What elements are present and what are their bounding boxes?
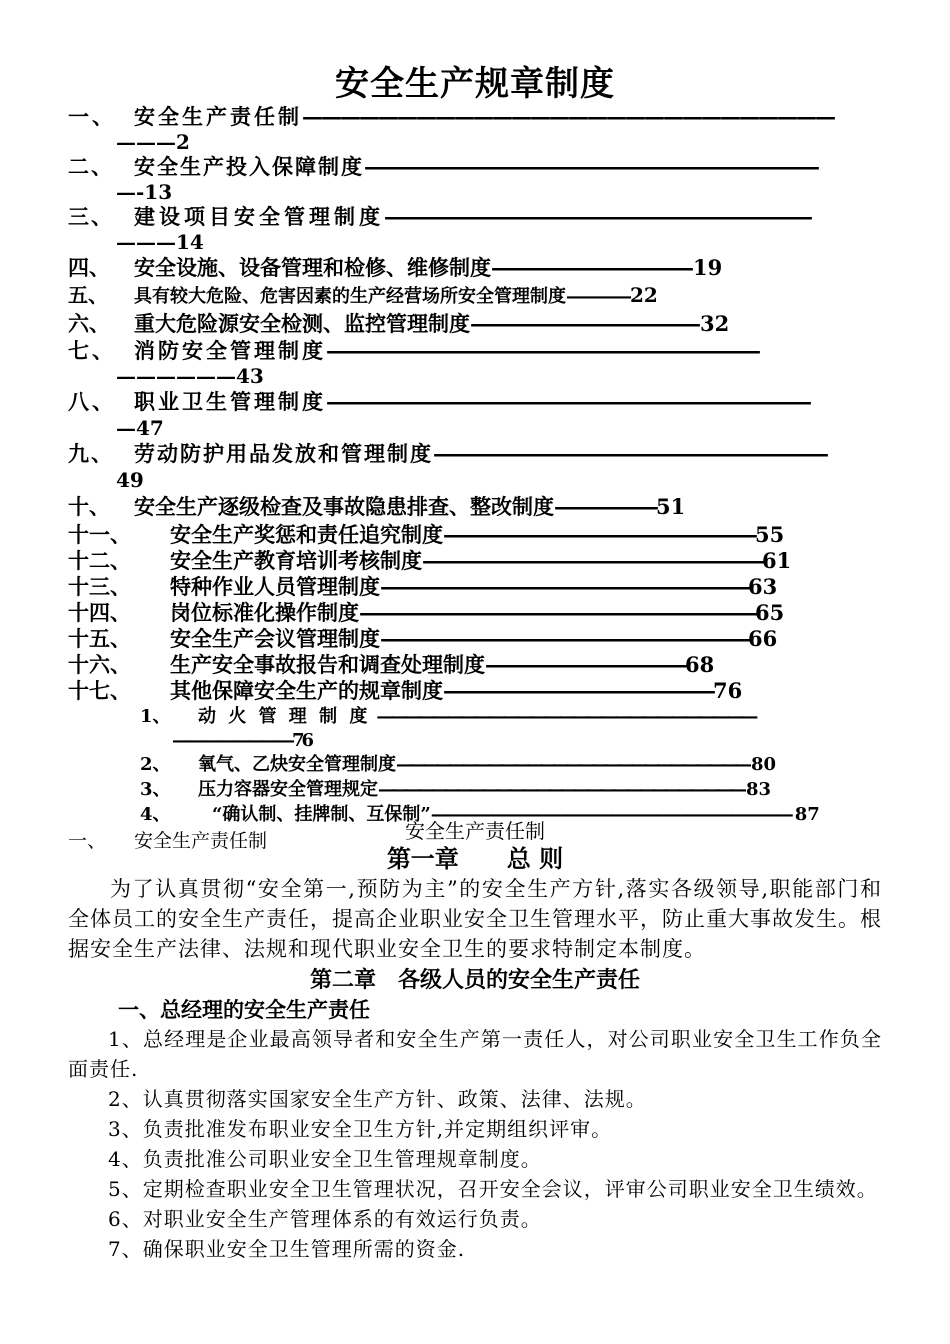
toc-number: 十、 [68,494,110,519]
toc-number: 十三、 [68,574,131,599]
toc-title: “确认制、挂牌制、互保制” [212,804,431,825]
toc-sub-entry-3[interactable] [68,778,884,802]
list-item: 5、定期检查职业安全卫生管理状况，召开安全会议，评审公司职业安全卫生绩效。 [108,1177,878,1201]
toc-page: 55 [755,522,785,547]
toc-title: 安全生产奖惩和责任追究制度 [170,522,443,547]
toc-leader: —————————————— [491,255,687,280]
section-title: 安全生产责任制 [134,830,268,852]
toc-leader: —————————————————————————— [380,574,744,599]
toc-entry-9[interactable] [68,440,884,468]
toc-continuation: —47 [116,416,164,440]
toc-leader: —————————————————————————————— [364,154,814,179]
toc-leader: ———————————————————————————— [378,779,742,800]
toc-leader: ———— [566,286,630,307]
toc-continuation: ——————43 [116,364,264,388]
toc-page: 68 [685,652,715,677]
toc-title: 消防安全管理制度 [134,338,326,363]
toc-number: 九、 [68,441,114,466]
list-item: 7、确保职业安全卫生管理所需的资金. [108,1237,466,1261]
toc-title: 安全生产投入保障制度 [134,154,364,179]
toc-number: 十四、 [68,600,131,625]
toc-title: 职业卫生管理制度 [134,389,326,414]
document-title: 安全生产规章制度 [335,64,615,104]
list-item: 1、总经理是企业最高领导者和安全生产第一责任人，对公司职业安全卫生工作负全面责任. [68,1027,882,1081]
doc-title: 安全生产责任制 [405,819,545,843]
list-item: 4、负责批准公司职业安全卫生管理规章制度。 [108,1147,542,1171]
toc-leader: —————————————— [485,652,681,677]
toc-continuation: —-13 [116,180,173,204]
toc-title: 重大危险源安全检测、监控管理制度 [134,311,470,336]
toc-entry-13[interactable] [68,574,884,600]
list-item: 3、负责批准发布职业安全卫生方针,并定期组织评审。 [108,1117,613,1141]
toc-page: 66 [748,626,778,651]
toc-title: 压力容器安全管理规定 [198,779,378,800]
chapter-2-heading: 第二章 各级人员的安全生产责任 [309,967,640,993]
toc-number: 四、 [68,255,110,280]
toc-entry-3[interactable] [68,204,884,230]
toc-page: 83 [746,779,772,800]
toc-continuation: 49 [116,468,144,492]
toc-number: 十五、 [68,626,131,651]
toc-number: 七、 [68,338,116,363]
toc-continuation: ———14 [116,230,204,254]
toc-number: 3、 [140,779,171,800]
toc-number: 五、 [68,283,108,307]
toc-sub-entry-2[interactable] [68,752,884,778]
toc-leader: ———————————————— [470,311,694,336]
toc-title: 建设项目安全管理制度 [134,204,384,229]
toc-continuation: ———2 [116,130,190,154]
toc-title: 安全生产责任制 [134,104,302,129]
toc-title: 生产安全事故报告和调查处理制度 [170,652,485,677]
toc-number: 十一、 [68,522,131,547]
toc-leader: —————————————————————— [443,522,751,547]
toc-leader: ———————————————————————————— [302,104,834,129]
toc-page: 22 [630,283,658,307]
toc-entry-17[interactable] [68,678,884,704]
document-body [68,818,882,1264]
toc-number: 一、 [68,104,116,129]
toc-entry-14[interactable] [68,600,884,626]
toc-leader: ——————————————————————————— [376,706,755,727]
toc-entry-5[interactable] [68,282,884,310]
toc-number: 十二、 [68,548,131,573]
toc-entry-10[interactable] [68,492,884,522]
toc-leader: ———————————————————————— [430,804,791,825]
list-item: 2、认真贯彻落实国家安全生产方针、政策、法律、法规。 [108,1087,647,1111]
toc-title: 安全生产教育培训考核制度 [170,548,422,573]
toc-title: 安全设施、设备管理和检修、维修制度 [134,255,491,280]
toc-number: 4、 [140,804,171,825]
toc-page: 87 [794,804,820,825]
toc-entry-15[interactable] [68,626,884,652]
toc-page: 63 [748,574,778,599]
toc-page: 51 [656,494,686,519]
toc-title: 劳动防护用品发放和管理制度 [134,441,433,466]
toc-entry-7[interactable] [68,338,884,364]
toc-page: 65 [755,600,785,625]
subsection-heading: 一、总经理的安全生产责任 [118,997,370,1022]
toc-page: 76 [713,678,743,703]
toc-title: 具有较大危险、危害因素的生产经营场所安全管理制度 [134,286,566,307]
toc-number: 十六、 [68,652,131,677]
toc-number: 十七、 [68,678,131,703]
toc-page: 80 [751,754,777,775]
toc-entry-4[interactable] [68,254,884,282]
toc-number: 1、 [140,706,171,727]
toc-title: 其他保障安全生产的规章制度 [170,678,443,703]
toc-leader: ———————————————————————— [326,338,758,363]
toc-title: 氧气、乙炔安全管理制度 [198,754,396,775]
toc-continuation: ————————76 [172,730,312,751]
toc-leader: ——————— [554,494,652,519]
toc-entry-8[interactable] [68,388,884,416]
toc-sub-entry-1[interactable] [68,704,884,730]
toc-page: 61 [762,548,792,573]
toc-number: 六、 [68,311,110,336]
toc-entry-2[interactable] [68,154,884,180]
toc-number: 八、 [68,389,116,414]
toc-number: 三、 [68,204,114,229]
toc-entry-11[interactable] [68,522,884,548]
toc-leader: ———————————————————————————— [359,600,751,625]
toc-title: 安全生产会议管理制度 [170,626,380,651]
toc-title: 动 火 管 理 制 度 [198,706,371,727]
section-number: 一、 [68,830,107,852]
list-item: 6、对职业安全生产管理体系的有效运行负责。 [108,1207,542,1231]
toc-entry-6[interactable] [68,310,884,338]
toc-leader: ———————————————————————— [422,548,758,573]
toc-number: 2、 [140,754,171,775]
toc-title: 特种作业人员管理制度 [170,574,380,599]
toc-entry-1[interactable] [68,104,884,130]
toc-leader: ——————————————————————————— [396,754,747,775]
toc-leader: ————————————————————————— [384,204,809,229]
toc-entry-12[interactable] [68,548,884,574]
toc-entry-16[interactable] [68,652,884,678]
toc-leader: —————————————————————————— [380,626,744,651]
toc-page: 32 [700,311,730,336]
chapter-1-paragraph: 为了认真贯彻“安全第一,预防为主”的安全生产方针,落实各级领导,职能部门和全体员工的安全生产责任，提高企业职业安全卫生管理水平，防止重大事故发生。根据安全生产法律、法规和现代职业安全卫生的要求特制定本制度。 [68,877,882,961]
toc-title: 岗位标准化操作制度 [170,600,359,625]
toc-page: 19 [693,255,723,280]
toc-leader: ——————————————————— [443,678,709,703]
toc-leader: —————————————————————————— [433,441,823,466]
toc-title: 安全生产逐级检查及事故隐患排查、整改制度 [134,494,554,519]
toc-number: 二、 [68,154,114,179]
table-of-contents [68,104,884,854]
toc-leader: ———————————————————————————————— [326,389,806,414]
chapter-1-heading: 第一章 总 则 [386,844,564,873]
